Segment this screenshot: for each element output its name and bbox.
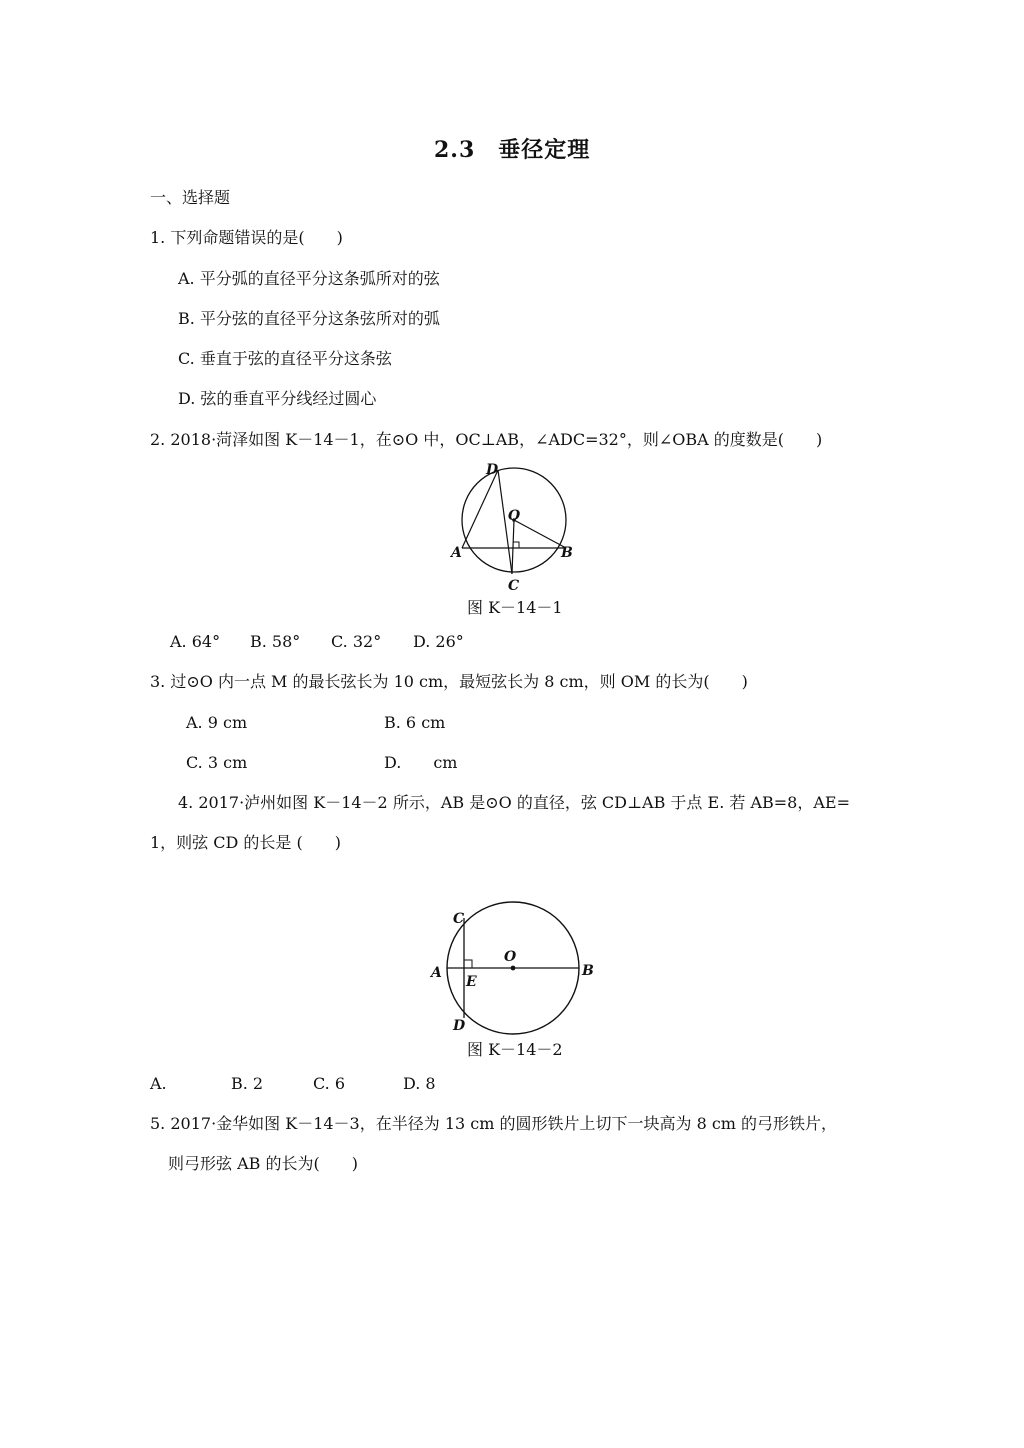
label-c: C (453, 911, 465, 927)
segment-da (462, 470, 498, 548)
segment-ob (514, 520, 566, 548)
label-b: B (582, 963, 594, 979)
q2-figure-caption: 图 K－14－1 (467, 598, 563, 617)
q5-stem-line2: 则弓形弦 AB 的长为( ) (168, 1154, 358, 1173)
label-d: D (453, 1018, 466, 1034)
q2-option-b: B. 58° (250, 632, 301, 651)
label-c: C (508, 578, 520, 594)
q4-stem-line1: 4. 2017·泸州如图 K－14－2 所示，AB 是⊙O 的直径，弦 CD⊥AB 于点 E. 若 AB=8，AE= (178, 793, 850, 812)
label-d: D (486, 462, 499, 478)
figure-k-14-1 (448, 458, 578, 594)
label-a: A (451, 545, 462, 561)
page-title: 2.3 垂径定理 (434, 137, 591, 163)
section-heading: 一、选择题 (150, 188, 231, 207)
q3-option-d: D. cm (384, 753, 458, 772)
right-angle-mark (464, 960, 472, 968)
q4-option-d: D. 8 (403, 1074, 436, 1093)
q1-option-a: A. 平分弧的直径平分这条弧所对的弦 (178, 269, 440, 288)
figure-k-14-2 (426, 900, 606, 1036)
segment-oc (512, 520, 514, 574)
right-angle-mark (513, 542, 519, 548)
q3-option-b: B. 6 cm (384, 713, 446, 732)
q2-stem: 2. 2018·菏泽如图 K－14－1，在⊙O 中，OC⊥AB，∠ADC=32°，则∠OBA 的度数是( ) (150, 430, 823, 449)
label-b: B (561, 545, 573, 561)
q2-option-c: C. 32° (331, 632, 382, 651)
label-o: O (508, 508, 521, 524)
center-point (511, 966, 516, 971)
q3-option-c: C. 3 cm (186, 753, 248, 772)
q3-option-a: A. 9 cm (186, 713, 248, 732)
q4-option-c: C. 6 (313, 1074, 346, 1093)
q5-stem-line1: 5. 2017·金华如图 K－14－3，在半径为 13 cm 的圆形铁片上切下一块高为 8 cm 的弓形铁片， (150, 1114, 838, 1133)
q4-option-b: B. 2 (231, 1074, 264, 1093)
label-e: E (466, 974, 477, 990)
q1-option-d: D. 弦的垂直平分线经过圆心 (178, 389, 377, 408)
q3-stem: 3. 过⊙O 内一点 M 的最长弦长为 10 cm，最短弦长为 8 cm，则 OM 的长为( ) (150, 672, 748, 691)
q2-option-d: D. 26° (413, 632, 464, 651)
q4-option-a: A. (150, 1074, 167, 1093)
q4-figure-caption: 图 K－14－2 (467, 1040, 563, 1059)
q4-stem-line2: 1，则弦 CD 的长是 ( ) (150, 833, 341, 852)
q1-option-c: C. 垂直于弦的直径平分这条弦 (178, 349, 392, 368)
label-a: A (431, 965, 442, 981)
q1-option-b: B. 平分弦的直径平分这条弦所对的弧 (178, 309, 440, 328)
q2-option-a: A. 64° (170, 632, 221, 651)
q1-stem: 1. 下列命题错误的是( ) (150, 228, 343, 247)
label-o: O (504, 949, 517, 965)
